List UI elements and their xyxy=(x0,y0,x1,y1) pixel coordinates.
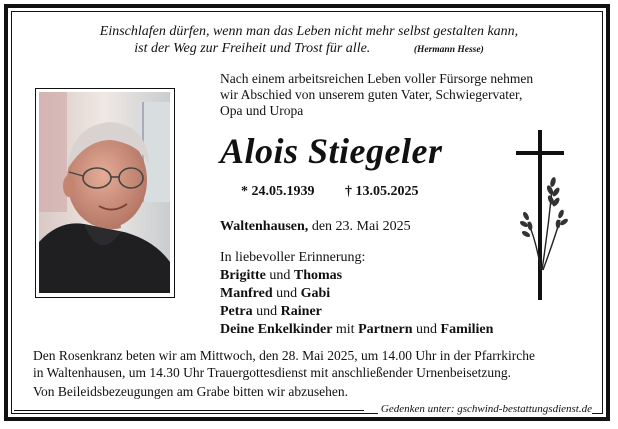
connector: und xyxy=(252,304,281,319)
connector: und xyxy=(265,268,294,283)
death-date: † 13.05.2025 xyxy=(345,184,419,199)
place-date xyxy=(220,219,411,235)
motto-text: ist der Weg zur Freiheit und Trost für alle. xyxy=(134,41,371,56)
footer-rule xyxy=(14,410,364,411)
mourner-name: Partnern xyxy=(358,322,413,337)
intro-line-1: Nach einem arbeitsreichen Leben voller Fürsorge nehmen xyxy=(220,71,534,86)
notice-line-1: Den Rosenkranz beten wir am Mittwoch, den 28. Mai 2025, um 14.00 Uhr in der Pfarrkirche xyxy=(33,348,536,363)
mourner-name: Manfred xyxy=(220,286,273,301)
mourner-line xyxy=(220,267,342,285)
mourner-line xyxy=(220,285,330,303)
mourner-line xyxy=(220,303,322,321)
footer-link[interactable]: Gedenken unter: gschwind-bestattungsdienst.de xyxy=(378,403,592,415)
mourner-name: Rainer xyxy=(280,304,322,319)
place: Waltenhausen, xyxy=(220,219,309,234)
notice-line-3: Von Beileidsbezeugungen am Grabe bitten wir abzusehen. xyxy=(33,384,349,399)
photo-frame xyxy=(35,88,175,298)
portrait-photo xyxy=(39,92,170,293)
notice-line-2: in Waltenhausen, um 14.30 Uhr Trauergottesdienst mit anschließender Urnenbeisetzung. xyxy=(33,365,511,380)
intro-line-3: Opa und Uropa xyxy=(220,103,304,118)
mourner-name: Petra xyxy=(220,304,253,319)
mourner-name: Deine Enkelkinder xyxy=(220,322,333,337)
connector: und xyxy=(272,286,301,301)
mourner-line xyxy=(220,321,493,339)
mourner-name: Thomas xyxy=(293,268,343,283)
mourners-heading: In liebevoller Erinnerung: xyxy=(220,250,366,265)
motto-line-1: Einschlafen dürfen, wenn man das Leben nicht mehr selbst gestalten kann, xyxy=(99,24,519,39)
portrait-illustration xyxy=(39,92,170,293)
deceased-name: Alois Stiegeler xyxy=(220,131,443,171)
motto-author: (Hermann Hesse) xyxy=(413,45,484,55)
date: den 23. Mai 2025 xyxy=(308,219,411,234)
cross-with-wheat-icon xyxy=(508,130,572,302)
birth-date: * 24.05.1939 xyxy=(241,184,315,199)
intro-line-2: wir Abschied von unserem guten Vater, Schwiegervater, xyxy=(220,87,523,102)
mourner-name: Familien xyxy=(440,322,494,337)
mourner-name: Gabi xyxy=(300,286,331,301)
connector: mit xyxy=(332,322,359,337)
connector: und xyxy=(412,322,441,337)
motto-line-2 xyxy=(0,41,618,57)
mourner-name: Brigitte xyxy=(220,268,266,283)
